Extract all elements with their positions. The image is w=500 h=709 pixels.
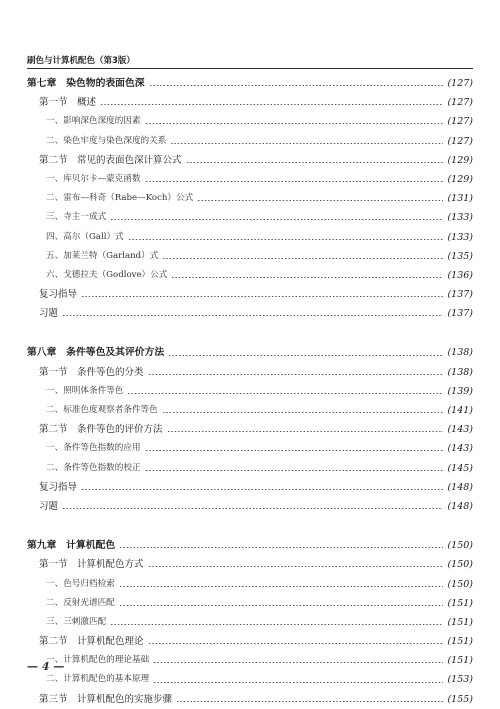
toc-entry-title: 五、加莱兰特（Garland）式 — [46, 250, 159, 261]
toc-entry-title: 一、照明体条件等色 — [46, 385, 124, 396]
toc-entry-title: 第三节 计算机配色的实施步骤 — [39, 693, 173, 705]
toc-entry-page: (131) — [447, 193, 473, 205]
toc-entry-page: (150) — [447, 559, 473, 571]
toc-entry-page: (155) — [447, 693, 473, 705]
dot-leader — [145, 123, 444, 124]
dot-leader — [162, 412, 444, 413]
page-number: — 4 — — [27, 660, 65, 673]
toc-entry-page: (150) — [447, 540, 473, 552]
toc-entry-title: 二、标准色度观察者条件等色 — [46, 405, 158, 415]
toc-section-entry[interactable] — [27, 363, 473, 382]
toc-entry-title: 第一节 条件等色的分类 — [39, 366, 144, 378]
toc-section-entry[interactable] — [27, 420, 473, 439]
toc-sub-entry[interactable] — [27, 613, 473, 632]
toc-sub-entry[interactable] — [27, 382, 473, 401]
dot-leader — [186, 162, 444, 163]
dot-leader — [197, 200, 443, 201]
dot-leader — [167, 431, 444, 432]
toc-entry-title: 一、库贝尔卡—蒙克函数 — [46, 173, 141, 184]
dot-leader — [100, 104, 443, 105]
toc-section-entry[interactable] — [27, 285, 473, 304]
toc-sub-entry[interactable] — [27, 439, 473, 458]
toc-entry-title: 第七章 染色物的表面色深 — [27, 78, 145, 89]
dot-leader — [153, 662, 443, 663]
table-of-contents — [27, 74, 473, 709]
dot-leader — [171, 277, 443, 278]
toc-entry-page: (137) — [447, 308, 473, 320]
toc-entry-page: (133) — [447, 212, 473, 224]
toc-entry-page: (127) — [447, 78, 473, 89]
dot-leader — [149, 85, 444, 86]
dot-leader — [145, 470, 444, 471]
toc-section-entry[interactable] — [27, 151, 473, 170]
toc-entry-page: (148) — [447, 481, 473, 493]
toc-entry-page: (137) — [447, 289, 473, 301]
dot-leader — [148, 566, 444, 567]
toc-section-entry[interactable] — [27, 497, 473, 516]
toc-entry-title: 第二节 常见的表面色深计算公式 — [39, 154, 182, 166]
group-spacer — [27, 323, 473, 343]
toc-entry-title: 二、反射光谱匹配 — [46, 597, 115, 608]
toc-chapter-entry[interactable] — [27, 343, 473, 362]
toc-sub-entry[interactable] — [27, 208, 473, 227]
toc-entry-title: 一、影响深色深度的因素 — [46, 116, 141, 127]
toc-sub-entry[interactable] — [27, 459, 473, 478]
toc-chapter-entry[interactable] — [27, 74, 473, 93]
toc-entry-title: 四、高尔（Gall）式 — [46, 231, 124, 242]
toc-section-entry[interactable] — [27, 478, 473, 497]
dot-leader — [148, 643, 444, 644]
toc-entry-title: 二、染色牢度与染色深度的关系 — [46, 135, 167, 146]
toc-entry-title: 二、雷布—科奇（Rabe—Koch）公式 — [46, 193, 194, 204]
toc-entry-page: (151) — [447, 597, 473, 609]
toc-section-entry[interactable] — [27, 690, 473, 709]
toc-entry-page: (136) — [447, 269, 473, 281]
toc-entry-title: 习题 — [39, 500, 59, 512]
toc-chapter-entry[interactable] — [27, 536, 473, 555]
toc-sub-entry[interactable] — [27, 112, 473, 131]
header-rule — [27, 68, 473, 69]
toc-entry-title: 二、条件等色指数的校正 — [46, 462, 141, 473]
toc-sub-entry[interactable] — [27, 132, 473, 151]
toc-entry-page: (133) — [447, 231, 473, 243]
toc-entry-page: (143) — [447, 424, 473, 436]
toc-entry-page: (153) — [447, 674, 473, 686]
dot-leader — [145, 181, 444, 182]
toc-entry-page: (150) — [447, 578, 473, 590]
toc-entry-title: 第二节 计算机配色理论 — [39, 636, 144, 648]
toc-sub-entry[interactable] — [27, 651, 473, 670]
toc-sub-entry[interactable] — [27, 575, 473, 594]
dot-leader — [119, 605, 444, 606]
dot-leader — [128, 239, 444, 240]
dot-leader — [81, 489, 443, 490]
toc-section-entry[interactable] — [27, 555, 473, 574]
toc-entry-title: 复习指导 — [39, 289, 78, 301]
dot-leader — [145, 450, 444, 451]
toc-entry-title: 一、计算机配色的理论基础 — [46, 655, 150, 666]
toc-sub-entry[interactable] — [27, 401, 473, 420]
dot-leader — [153, 682, 443, 683]
toc-entry-title: 第八章 条件等色及其评价方法 — [27, 347, 165, 359]
toc-entry-title: 第一节 概述 — [39, 97, 97, 109]
toc-entry-title: 第一节 计算机配色方式 — [39, 559, 144, 571]
toc-entry-page: (145) — [447, 462, 473, 474]
toc-entry-page: (143) — [447, 443, 473, 455]
toc-entry-title: 一、条件等色指数的应用 — [46, 443, 141, 454]
dot-leader — [168, 355, 443, 356]
toc-entry-page: (139) — [447, 385, 473, 397]
toc-sub-entry[interactable] — [27, 170, 473, 189]
toc-entry-title: 第二节 条件等色的评价方法 — [39, 424, 163, 436]
toc-entry-title: 六、戈德拉夫（Godlove）公式 — [46, 269, 168, 280]
dot-leader — [110, 624, 443, 625]
toc-entry-page: (151) — [447, 616, 473, 628]
toc-sub-entry[interactable] — [27, 247, 473, 266]
dot-leader — [119, 547, 443, 548]
dot-leader — [170, 143, 443, 144]
group-spacer — [27, 516, 473, 536]
toc-section-entry[interactable] — [27, 93, 473, 112]
toc-entry-title: 三、寺主一成式 — [46, 212, 107, 223]
dot-leader — [62, 315, 443, 316]
dot-leader — [162, 258, 443, 259]
toc-entry-page: (127) — [447, 135, 473, 147]
toc-entry-page: (129) — [447, 154, 473, 166]
toc-entry-page: (138) — [447, 366, 473, 378]
toc-section-entry[interactable] — [27, 304, 473, 323]
dot-leader — [119, 586, 444, 587]
toc-entry-title: 二、计算机配色的基本原理 — [46, 674, 150, 685]
toc-entry-page: (127) — [447, 97, 473, 109]
toc-entry-page: (151) — [447, 655, 473, 667]
toc-sub-entry[interactable] — [27, 228, 473, 247]
toc-sub-entry[interactable] — [27, 594, 473, 613]
toc-sub-entry[interactable] — [27, 189, 473, 208]
dot-leader — [110, 219, 443, 220]
toc-entry-page: (141) — [447, 405, 473, 416]
toc-entry-title: 复习指导 — [39, 481, 78, 493]
toc-entry-title: 习题 — [39, 308, 59, 320]
running-header: 刷色与计算机配色（第3版） — [27, 56, 135, 66]
toc-section-entry[interactable] — [27, 632, 473, 651]
toc-entry-page: (127) — [447, 116, 473, 128]
toc-entry-title: 三、三刺激匹配 — [46, 616, 107, 627]
dot-leader — [127, 393, 443, 394]
dot-leader — [81, 296, 443, 297]
toc-entry-page: (135) — [447, 250, 473, 262]
toc-entry-title: 一、色号归档检索 — [46, 578, 115, 589]
toc-entry-page: (129) — [447, 173, 473, 185]
toc-entry-title: 第九章 计算机配色 — [27, 540, 116, 552]
dot-leader — [148, 374, 444, 375]
toc-sub-entry[interactable] — [27, 670, 473, 689]
toc-entry-page: (151) — [447, 636, 473, 648]
toc-sub-entry[interactable] — [27, 266, 473, 285]
toc-entry-page: (148) — [447, 500, 473, 512]
toc-entry-page: (138) — [447, 347, 473, 359]
dot-leader — [62, 508, 443, 509]
